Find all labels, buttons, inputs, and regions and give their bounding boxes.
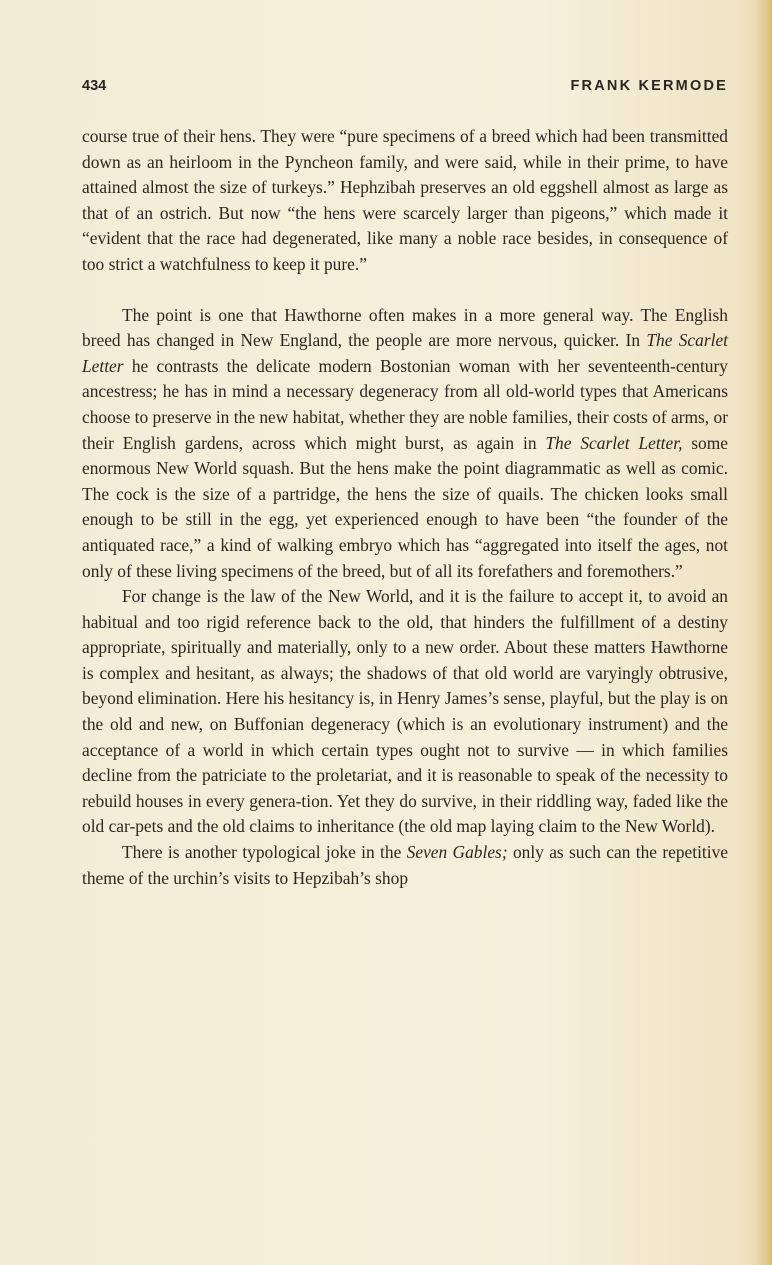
italic-title: Seven Gables; <box>406 842 508 863</box>
text-run: There is another typological joke in the <box>122 842 407 863</box>
running-header <box>82 78 728 94</box>
text-run: For change is the law of the New World, and it is the failure to accept it, to avoid an habitual and too rigid reference back to the old, that hinders the fulfillment of a destiny appropriate, spiritually and materially, only to a new order. About these matters Hawthorne is complex and hesitant, as always; the shadows of that old world are varyingly obtrusive, beyond elimination. Here his hesitancy is, in Henry James’s sense, playful, but the play is on the old and new, on Buffonian degeneracy (which is an evolutionary instrument) and the acceptance of a world in which certain types ought not to survive — in which families decline from the patriciate to the proletariat, and it is reasonable to speak of the necessity to rebuild houses in every genera-tion. Yet they do survive, in their riddling way, faded like the old car-pets and the old claims to inheritance (the old map laying claim to the New World). <box>82 586 728 837</box>
paragraph-4 <box>82 840 728 891</box>
paragraph-2 <box>82 303 728 585</box>
paragraph-1 <box>82 124 728 278</box>
text-run: some enormous New World squash. But the hens make the point diagrammatic as well as comic. The cock is the size of a partridge, the hens the size of quails. The chicken looks small enough to be still in the egg, yet experienced enough to have been “the founder of the antiquated race,” a kind of walking embryo which has “aggregated into itself the ages, not only of these living specimens of the breed, but of all its forefathers and foremothers.” <box>82 432 728 581</box>
paragraph-3 <box>82 584 728 840</box>
text-run: course true of their hens. They were “pure specimens of a breed which had been transmitted down as an heirloom in the Pyncheon family, and were said, while in their prime, to have attained almost the size of turkeys.” Hephzibah preserves an old eggshell almost as large as that of an ostrich. But now “the hens were scarcely larger than pigeons,” which made it “evident that the race had degenerated, like many a noble race besides, in consequence of too strict a watchfulness to keep it pure.” <box>82 126 728 274</box>
italic-title: The Scarlet Letter, <box>545 432 683 453</box>
text-run: The point is one that Hawthorne often makes in a more general way. The English breed has changed in New England, the people are more nervous, quicker. In <box>82 304 728 351</box>
body-text <box>82 124 728 891</box>
italic-title: The Scarlet Letter <box>82 330 728 376</box>
running-head-author: FRANK KERMODE <box>570 78 728 94</box>
page-number: 434 <box>82 78 107 94</box>
page-edge-shadow <box>756 0 772 1265</box>
text-run: he contrasts the delicate modern Bostonian woman with her seventeenth-century ancestress; he has in mind a necessary degeneracy from all old-world types that Americans choose to preserve in the new habitat, whether they are noble families, their costs of arms, or their English gardens, across which might burst, as again in <box>82 355 728 453</box>
text-run: only as such can the repetitive theme of the urchin’s visits to Hepzibah’s shop <box>82 842 728 888</box>
